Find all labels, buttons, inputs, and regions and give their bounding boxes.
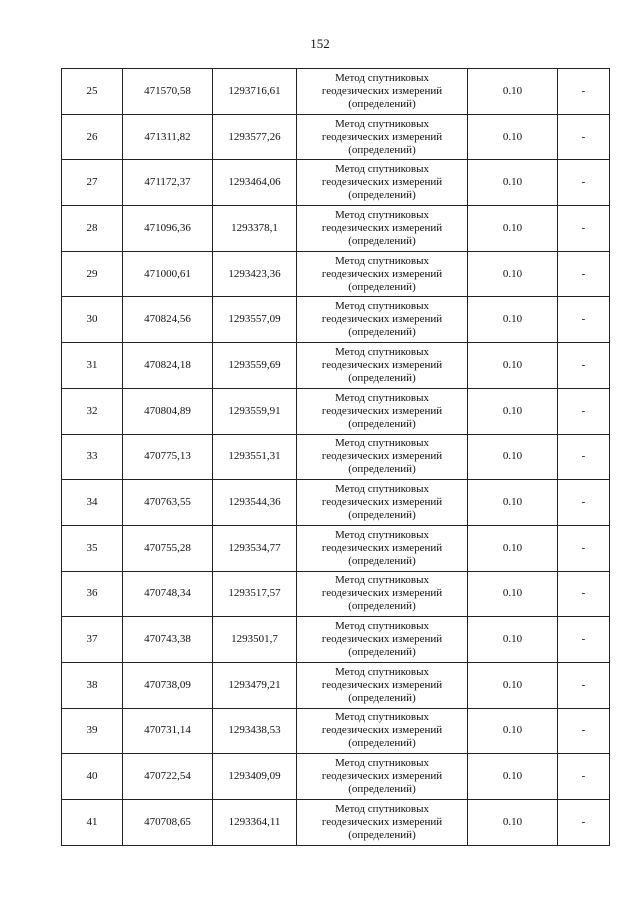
y-coordinate-cell: 1293378,1 bbox=[213, 206, 297, 252]
note-cell: - bbox=[558, 206, 610, 252]
method-line: геодезических измерений bbox=[321, 267, 443, 280]
x-coordinate-cell: 470755,28 bbox=[123, 525, 213, 571]
accuracy-cell: 0.10 bbox=[468, 343, 558, 389]
point-number-cell: 40 bbox=[62, 754, 123, 800]
method-line: геодезических измерений bbox=[321, 358, 443, 371]
method-line: геодезических измерений bbox=[321, 541, 443, 554]
y-coordinate-cell: 1293438,53 bbox=[213, 708, 297, 754]
method-line: Метод спутниковых bbox=[335, 574, 429, 587]
x-coordinate-cell: 470824,56 bbox=[123, 297, 213, 343]
note-cell: - bbox=[558, 662, 610, 708]
x-coordinate-cell: 471096,36 bbox=[123, 206, 213, 252]
method-line: геодезических измерений bbox=[321, 587, 443, 600]
table-row bbox=[62, 617, 610, 663]
note-cell: - bbox=[558, 754, 610, 800]
note-cell: - bbox=[558, 251, 610, 297]
method-line: Метод спутниковых bbox=[335, 711, 429, 724]
y-coordinate-cell: 1293479,21 bbox=[213, 662, 297, 708]
table-row bbox=[62, 754, 610, 800]
accuracy-cell: 0.10 bbox=[468, 754, 558, 800]
method-line: Метод спутниковых bbox=[335, 665, 429, 678]
y-coordinate-cell: 1293501,7 bbox=[213, 617, 297, 663]
point-number-cell: 38 bbox=[62, 662, 123, 708]
method-line: (определений) bbox=[348, 417, 416, 430]
y-coordinate-cell: 1293464,06 bbox=[213, 160, 297, 206]
method-cell bbox=[297, 297, 468, 343]
method-cell bbox=[297, 662, 468, 708]
method-cell bbox=[297, 525, 468, 571]
method-line: геодезических измерений bbox=[321, 770, 443, 783]
point-number-cell: 39 bbox=[62, 708, 123, 754]
y-coordinate-cell: 1293409,09 bbox=[213, 754, 297, 800]
note-cell: - bbox=[558, 434, 610, 480]
method-line: (определений) bbox=[348, 691, 416, 704]
accuracy-cell: 0.10 bbox=[468, 297, 558, 343]
point-number-cell: 31 bbox=[62, 343, 123, 389]
table-row bbox=[62, 297, 610, 343]
accuracy-cell: 0.10 bbox=[468, 114, 558, 160]
method-line: геодезических измерений bbox=[321, 450, 443, 463]
accuracy-cell: 0.10 bbox=[468, 571, 558, 617]
note-cell: - bbox=[558, 343, 610, 389]
method-line: геодезических измерений bbox=[321, 313, 443, 326]
point-number-cell: 33 bbox=[62, 434, 123, 480]
method-line: Метод спутниковых bbox=[335, 620, 429, 633]
y-coordinate-cell: 1293557,09 bbox=[213, 297, 297, 343]
accuracy-cell: 0.10 bbox=[468, 206, 558, 252]
accuracy-cell: 0.10 bbox=[468, 708, 558, 754]
y-coordinate-cell: 1293544,36 bbox=[213, 480, 297, 526]
x-coordinate-cell: 470722,54 bbox=[123, 754, 213, 800]
table-row bbox=[62, 69, 610, 115]
accuracy-cell: 0.10 bbox=[468, 617, 558, 663]
method-line: Метод спутниковых bbox=[335, 345, 429, 358]
method-line: Метод спутниковых bbox=[335, 163, 429, 176]
note-cell: - bbox=[558, 617, 610, 663]
note-cell: - bbox=[558, 114, 610, 160]
x-coordinate-cell: 471172,37 bbox=[123, 160, 213, 206]
method-line: (определений) bbox=[348, 463, 416, 476]
point-number-cell: 36 bbox=[62, 571, 123, 617]
accuracy-cell: 0.10 bbox=[468, 434, 558, 480]
method-line: геодезических измерений bbox=[321, 176, 443, 189]
method-line: Метод спутниковых bbox=[335, 117, 429, 130]
table-row bbox=[62, 800, 610, 846]
method-cell bbox=[297, 434, 468, 480]
x-coordinate-cell: 471570,58 bbox=[123, 69, 213, 115]
note-cell: - bbox=[558, 69, 610, 115]
method-line: (определений) bbox=[348, 234, 416, 247]
method-line: геодезических измерений bbox=[321, 724, 443, 737]
table-row bbox=[62, 388, 610, 434]
accuracy-cell: 0.10 bbox=[468, 251, 558, 297]
method-cell bbox=[297, 571, 468, 617]
method-line: (определений) bbox=[348, 828, 416, 841]
x-coordinate-cell: 470748,34 bbox=[123, 571, 213, 617]
accuracy-cell: 0.10 bbox=[468, 800, 558, 846]
method-line: (определений) bbox=[348, 97, 416, 110]
table-row bbox=[62, 480, 610, 526]
method-line: геодезических измерений bbox=[321, 815, 443, 828]
note-cell: - bbox=[558, 525, 610, 571]
coordinates-table bbox=[61, 68, 610, 846]
table-row bbox=[62, 160, 610, 206]
method-cell bbox=[297, 388, 468, 434]
page-number: 152 bbox=[310, 36, 330, 51]
method-line: (определений) bbox=[348, 143, 416, 156]
table-row bbox=[62, 662, 610, 708]
x-coordinate-cell: 470731,14 bbox=[123, 708, 213, 754]
note-cell: - bbox=[558, 388, 610, 434]
method-line: (определений) bbox=[348, 646, 416, 659]
table-row bbox=[62, 708, 610, 754]
y-coordinate-cell: 1293559,69 bbox=[213, 343, 297, 389]
point-number-cell: 35 bbox=[62, 525, 123, 571]
method-cell bbox=[297, 480, 468, 526]
method-line: (определений) bbox=[348, 554, 416, 567]
table-body bbox=[62, 69, 610, 846]
x-coordinate-cell: 471311,82 bbox=[123, 114, 213, 160]
point-number-cell: 41 bbox=[62, 800, 123, 846]
method-line: геодезических измерений bbox=[321, 678, 443, 691]
x-coordinate-cell: 470824,18 bbox=[123, 343, 213, 389]
x-coordinate-cell: 470763,55 bbox=[123, 480, 213, 526]
accuracy-cell: 0.10 bbox=[468, 69, 558, 115]
note-cell: - bbox=[558, 297, 610, 343]
point-number-cell: 29 bbox=[62, 251, 123, 297]
method-line: (определений) bbox=[348, 280, 416, 293]
method-line: геодезических измерений bbox=[321, 130, 443, 143]
point-number-cell: 30 bbox=[62, 297, 123, 343]
accuracy-cell: 0.10 bbox=[468, 662, 558, 708]
accuracy-cell: 0.10 bbox=[468, 480, 558, 526]
y-coordinate-cell: 1293423,36 bbox=[213, 251, 297, 297]
method-line: Метод спутниковых bbox=[335, 208, 429, 221]
method-cell bbox=[297, 754, 468, 800]
note-cell: - bbox=[558, 480, 610, 526]
method-line: (определений) bbox=[348, 509, 416, 522]
method-cell bbox=[297, 206, 468, 252]
table-row bbox=[62, 206, 610, 252]
method-line: Метод спутниковых bbox=[335, 802, 429, 815]
point-number-cell: 26 bbox=[62, 114, 123, 160]
x-coordinate-cell: 470804,89 bbox=[123, 388, 213, 434]
method-cell bbox=[297, 160, 468, 206]
table-row bbox=[62, 525, 610, 571]
method-line: Метод спутниковых bbox=[335, 483, 429, 496]
note-cell: - bbox=[558, 160, 610, 206]
method-line: геодезических измерений bbox=[321, 221, 443, 234]
point-number-cell: 32 bbox=[62, 388, 123, 434]
note-cell: - bbox=[558, 800, 610, 846]
method-line: (определений) bbox=[348, 326, 416, 339]
y-coordinate-cell: 1293517,57 bbox=[213, 571, 297, 617]
table-row bbox=[62, 571, 610, 617]
method-line: (определений) bbox=[348, 371, 416, 384]
point-number-cell: 27 bbox=[62, 160, 123, 206]
method-line: Метод спутниковых bbox=[335, 391, 429, 404]
method-line: геодезических измерений bbox=[321, 404, 443, 417]
method-line: Метод спутниковых bbox=[335, 528, 429, 541]
x-coordinate-cell: 470708,65 bbox=[123, 800, 213, 846]
y-coordinate-cell: 1293716,61 bbox=[213, 69, 297, 115]
y-coordinate-cell: 1293534,77 bbox=[213, 525, 297, 571]
method-cell bbox=[297, 617, 468, 663]
method-line: (определений) bbox=[348, 189, 416, 202]
x-coordinate-cell: 470738,09 bbox=[123, 662, 213, 708]
x-coordinate-cell: 470775,13 bbox=[123, 434, 213, 480]
method-line: Метод спутниковых bbox=[335, 254, 429, 267]
accuracy-cell: 0.10 bbox=[468, 160, 558, 206]
table-row bbox=[62, 343, 610, 389]
method-line: (определений) bbox=[348, 783, 416, 796]
method-line: геодезических измерений bbox=[321, 633, 443, 646]
method-line: геодезических измерений bbox=[321, 496, 443, 509]
method-cell bbox=[297, 251, 468, 297]
method-line: Метод спутниковых bbox=[335, 300, 429, 313]
y-coordinate-cell: 1293364,11 bbox=[213, 800, 297, 846]
accuracy-cell: 0.10 bbox=[468, 388, 558, 434]
method-cell bbox=[297, 69, 468, 115]
method-cell bbox=[297, 343, 468, 389]
method-cell bbox=[297, 800, 468, 846]
table-row bbox=[62, 434, 610, 480]
method-line: (определений) bbox=[348, 737, 416, 750]
y-coordinate-cell: 1293551,31 bbox=[213, 434, 297, 480]
x-coordinate-cell: 471000,61 bbox=[123, 251, 213, 297]
method-line: (определений) bbox=[348, 600, 416, 613]
method-line: геодезических измерений bbox=[321, 84, 443, 97]
method-cell bbox=[297, 708, 468, 754]
x-coordinate-cell: 470743,38 bbox=[123, 617, 213, 663]
point-number-cell: 34 bbox=[62, 480, 123, 526]
method-line: Метод спутниковых bbox=[335, 71, 429, 84]
method-cell bbox=[297, 114, 468, 160]
y-coordinate-cell: 1293559,91 bbox=[213, 388, 297, 434]
note-cell: - bbox=[558, 571, 610, 617]
point-number-cell: 37 bbox=[62, 617, 123, 663]
method-line: Метод спутниковых bbox=[335, 757, 429, 770]
point-number-cell: 28 bbox=[62, 206, 123, 252]
table-row bbox=[62, 251, 610, 297]
method-line: Метод спутниковых bbox=[335, 437, 429, 450]
point-number-cell: 25 bbox=[62, 69, 123, 115]
y-coordinate-cell: 1293577,26 bbox=[213, 114, 297, 160]
note-cell: - bbox=[558, 708, 610, 754]
accuracy-cell: 0.10 bbox=[468, 525, 558, 571]
table-row bbox=[62, 114, 610, 160]
